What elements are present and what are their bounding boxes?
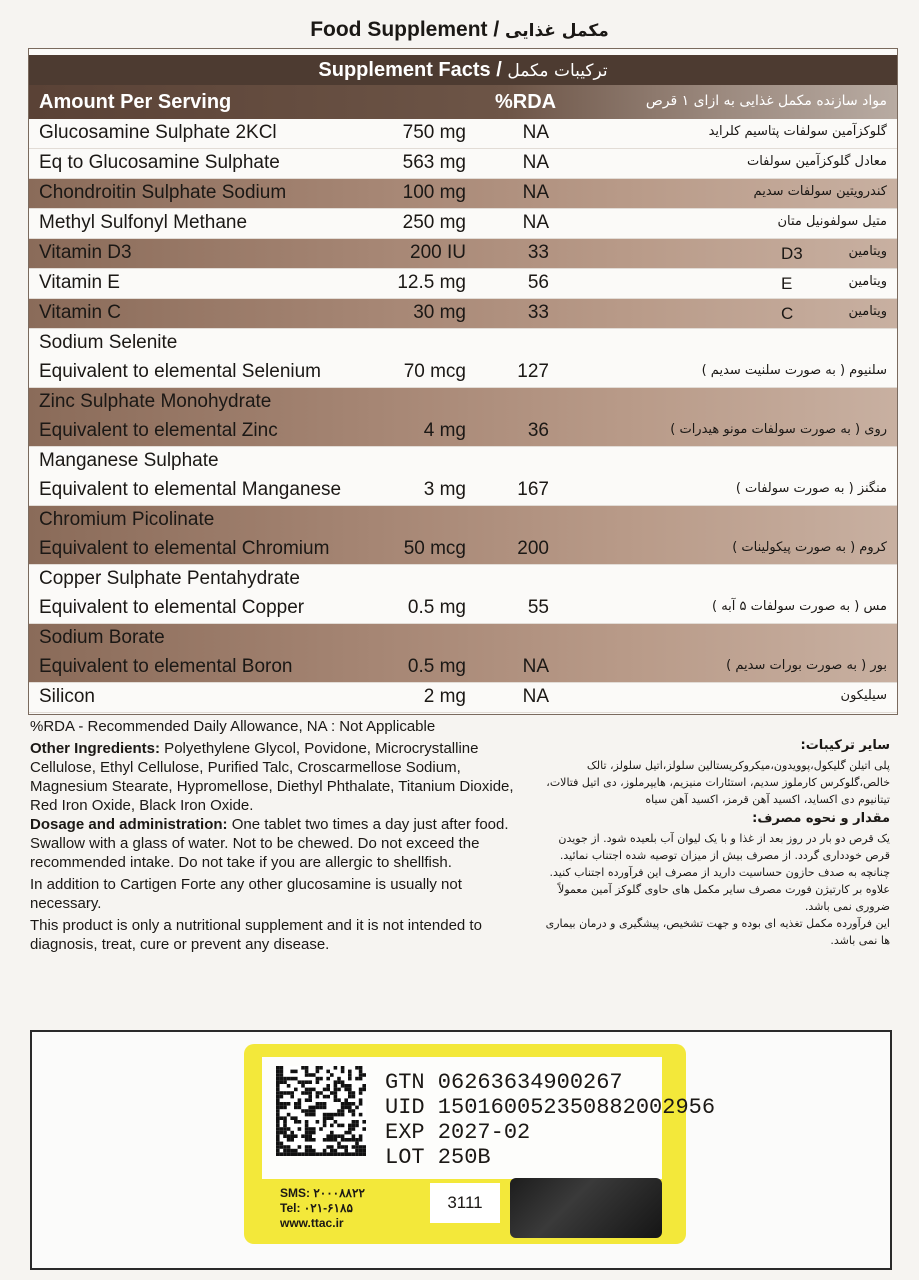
nutrient-name-fa: ویتامین [848,274,887,289]
lot-number: LOT 250B [385,1145,491,1170]
persian-addition: علاوه بر کارتیژن فورت مصرف سایر مکمل های حاوی گلوکز آمین معمولاً ضروری نمی باشد. [558,883,890,913]
nutrient-amount: 200 IU [410,242,466,263]
nutrient-rda: 127 [517,361,549,382]
persian-dosage-text: یک قرص دو بار در روز بعد از غذا و با یک لیوان آب بلعیده شود. از جویدن قرص خودداری گردد. از مصرف بیش از میزان توصیه شده اجتناب نمائید. چنانچه به صدف حازون حساسیت دارید از مصرف این فرآورده اجتناب کنید. [549,832,890,879]
sms-number: SMS: ۲۰۰۰۸۸۲۲ [280,1186,365,1200]
vitamin-symbol: C [781,304,794,323]
nutrient-rda: NA [522,122,549,143]
english-notes [30,717,530,954]
tel-number: Tel: ۰۲۱-۶۱۸۵ [280,1201,353,1215]
nutrient-line [29,476,897,505]
nutrient-line [29,447,897,476]
nutrient-name: Equivalent to elemental Boron [39,656,293,677]
website: www.ttac.ir [280,1216,344,1230]
nutrient-rda: NA [522,182,549,203]
nutrient-name: Zinc Sulphate Monohydrate [39,391,272,412]
nutrient-name: Equivalent to elemental Copper [39,597,305,618]
persian-disclaimer: این فرآورده مکمل تغذیه ای بوده و جهت تشخیص، پیشگیری و درمان بیماری ها نمی باشد. [545,917,890,947]
rda-header: %RDA [495,91,557,113]
nutrient-row [29,388,897,447]
disclaimer-note: This product is only a nutritional supplement and it is not intended to diagnosis, treat, cure or prevent any disease. [30,917,482,953]
nutrient-name: Silicon [39,686,95,707]
nutrient-line [29,417,897,446]
nutrient-rda: 167 [517,479,549,500]
nutrient-name-fa: ویتامین [848,304,887,319]
nutrient-rda: 33 [527,302,549,323]
nutrient-row [29,683,897,713]
nutrient-amount: 4 mg [423,420,466,441]
gtn-code: GTN 06263634900267 [385,1070,623,1095]
nutrient-row [29,239,897,269]
nutrient-line [29,388,897,417]
nutrient-amount: 3 mg [423,479,466,500]
nutrient-line [29,565,897,594]
vitamin-symbol: E [781,274,793,293]
nutrient-name-fa: مس ( به صورت سولفات ۵ آبه ) [711,599,887,614]
nutrient-line [29,358,897,387]
nutrient-line [29,149,897,178]
expiry-date: EXP 2027-02 [385,1120,531,1145]
nutrient-name: Equivalent to elemental Manganese [39,479,342,500]
nutrient-name-fa: سلنیوم ( به صورت سلنیت سدیم ) [701,363,887,378]
nutrient-name: Glucosamine Sulphate 2KCl [39,122,277,143]
persian-other-text: پلی اتیلن گلیکول،پوویدون،میکروکریستالین سلولز،اتیل سلولز، تالک خالص،گلوکرس کارملوز سدیم، استئارات منیزیم، هایپرملوز، دی اتیل فتالات، تیتانیوم دی اکساید، اکسید آهن قرمز، اکسید آهن سیاه [546,759,890,806]
persian-header: مواد سازنده مکمل غذایی به ازای ۱ قرص [645,93,887,109]
nutrient-name-fa: سیلیکون [840,688,887,703]
nutrient-name: Sodium Borate [39,627,165,648]
nutrient-row [29,299,897,329]
nutrient-line [29,535,897,564]
nutrient-rda: 33 [527,242,549,263]
tracking-codes [385,1070,715,1170]
nutrient-line [29,179,897,208]
column-header-row [29,85,897,119]
nutrient-line [29,683,897,712]
nutrient-amount: 250 mg [402,212,466,233]
nutrient-row [29,329,897,388]
facts-title-en: Supplement Facts / [318,59,502,81]
nutrient-name: Manganese Sulphate [39,450,219,471]
nutrient-name: Eq to Glucosamine Sulphate [39,152,280,173]
nutrient-line [29,269,897,298]
nutrient-row [29,119,897,149]
nutrient-name: Equivalent to elemental Selenium [39,361,322,382]
title-fa: مکمل غذایی [505,21,609,41]
nutrient-rows [29,119,897,713]
nutrient-amount: 70 mcg [403,361,466,382]
nutrient-line [29,329,897,358]
facts-title-fa: ترکیبات مکمل [507,61,608,81]
hologram-sticker [510,1178,662,1238]
nutrient-row [29,447,897,506]
nutrient-name: Vitamin D3 [39,242,132,263]
other-ingredients: Other Ingredients: Polyethylene Glycol, Povidone, Microcrystalline Cellulose, Ethyl Cellulose, Purified Talc, Croscarmellose Sodium, Magnesium Stearate, Hypromellose, Diethyl Phthalate, Titanium Dioxide, Red Iron Oxide, Black Iron Oxide. [30,740,514,814]
nutrient-amount: 0.5 mg [407,656,466,677]
nutrient-name-fa: کندرویتین سولفات سدیم [753,184,887,199]
nutrient-amount: 0.5 mg [407,597,466,618]
nutrient-name: Equivalent to elemental Zinc [39,420,278,441]
rda-footnote: %RDA - Recommended Daily Allowance, NA : Not Applicable [30,718,436,735]
nutrient-line [29,119,897,148]
nutrient-line [29,239,897,268]
dosage-administration: Dosage and administration: One tablet two times a day just after food. Swallow with a glass of water. Not to be chewed. Do not exceed the recommended intake. Do not take if you are allergic to shellfish. [30,816,509,871]
nutrient-name: Sodium Selenite [39,332,178,353]
nutrient-row [29,506,897,565]
nutrient-amount: 100 mg [402,182,466,203]
nutrient-rda: NA [522,656,549,677]
nutrient-name-fa: روی ( به صورت سولفات مونو هیدرات ) [670,422,887,437]
persian-dosage-title: مقدار و نحوه مصرف: [752,811,890,826]
nutrient-rda: 200 [517,538,549,559]
nutrient-name: Vitamin E [39,272,120,293]
nutrient-amount: 2 mg [423,686,466,707]
nutrient-name: Equivalent to elemental Chromium [39,538,330,559]
persian-other-title: سایر ترکیبات: [800,738,890,753]
vitamin-symbol: D3 [781,244,803,263]
nutrient-name: Methyl Sulfonyl Methane [39,212,248,233]
nutrient-rda: NA [522,686,549,707]
nutrient-name-fa: کروم ( به صورت پیکولینات ) [732,540,887,555]
nutrient-row [29,209,897,239]
datamatrix-code-icon [276,1066,366,1156]
nutrient-name: Chondroitin Sulphate Sodium [39,182,287,203]
nutrient-line [29,624,897,653]
nutrient-row [29,149,897,179]
nutrient-row [29,565,897,624]
nutrient-name-fa: بور ( به صورت بورات سدیم ) [726,658,887,673]
nutrient-line [29,506,897,535]
nutrient-name: Vitamin C [39,302,122,323]
amount-per-serving-header: Amount Per Serving [39,91,232,113]
nutrient-name-fa: ویتامین [848,244,887,259]
nutrient-line [29,209,897,238]
addition-note: In addition to Cartigen Forte any other glucosamine is usually not necessary. [30,876,462,912]
uid-code: UID 150160052350882002956 [385,1095,716,1120]
nutrient-rda: 36 [527,420,549,441]
nutrient-line [29,299,897,328]
nutrient-amount: 30 mg [413,302,466,323]
nutrient-name-fa: منگنز ( به صورت سولفات ) [735,481,887,496]
product-category-title [0,18,919,42]
nutrient-name-fa: معادل گلوکزآمین سولفات [746,154,887,169]
contact-info [280,1186,365,1231]
nutrient-row [29,179,897,209]
nutrient-rda: NA [522,212,549,233]
nutrient-name-fa: گلوکزآمین سولفات پتاسیم کلراید [708,124,887,139]
nutrient-amount: 563 mg [402,152,466,173]
nutrient-row [29,269,897,299]
nutrient-name: Copper Sulphate Pentahydrate [39,568,300,589]
nutrient-row [29,624,897,683]
nutrient-amount: 750 mg [402,122,466,143]
nutrient-line [29,594,897,623]
nutrient-rda: NA [522,152,549,173]
nutrient-amount: 50 mcg [403,538,466,559]
nutrient-rda: 55 [527,597,549,618]
supplement-facts-table [28,48,898,715]
batch-number: 3111 [430,1183,500,1223]
nutrient-amount: 12.5 mg [397,272,466,293]
persian-notes [540,735,890,949]
nutrient-line [29,653,897,682]
nutrient-name: Chromium Picolinate [39,509,215,530]
title-en: Food Supplement / [310,18,500,41]
supplement-facts-header [29,55,897,85]
nutrient-name-fa: متیل سولفونیل متان [777,214,887,229]
nutrient-rda: 56 [527,272,549,293]
